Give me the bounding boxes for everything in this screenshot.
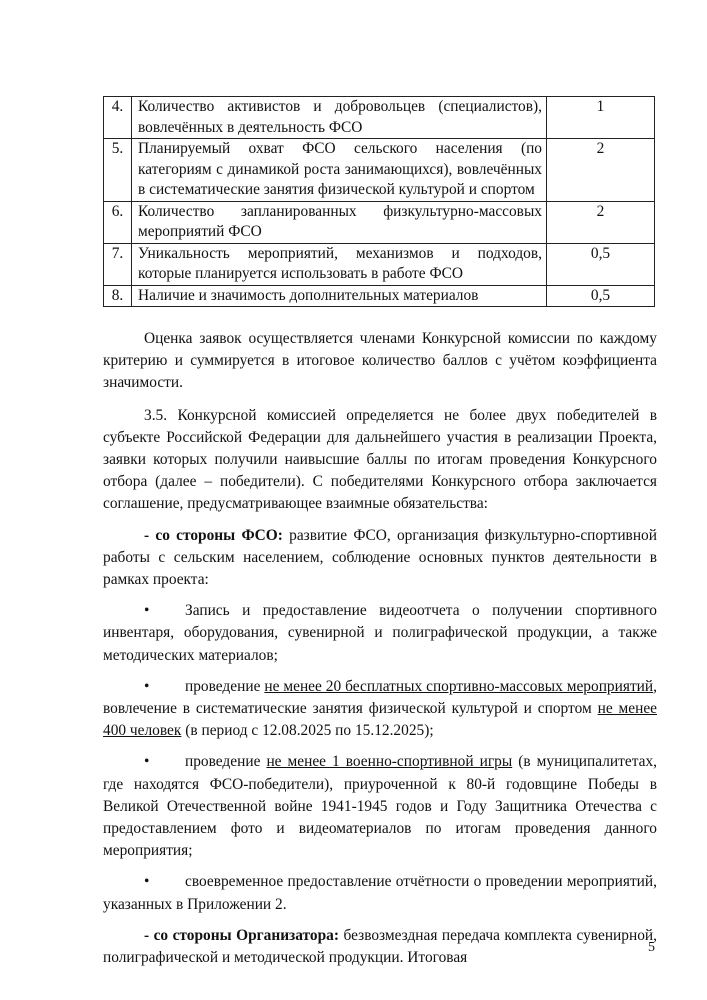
paragraph-3-5: 3.5. Конкурсной комиссией определяется не более двух победителей в субъекте Российской Федерации для дальнейшего участия в реализации Проекта, заявки которых получили наивысшие баллы по итогам проведения Конкурсного отбора (далее – победители). С победителями Конкурсного отбора заключается соглашение, предусматривающее взаимные обязательства: [103, 406, 657, 513]
organizer-text: безвозмездная передача комплекта сувенирной, полиграфической и методической продукции. Итоговая [103, 926, 658, 967]
row-points: 0,5 [547, 243, 655, 285]
row-criterion: Количество запланированных физкультурно-массовых мероприятий ФСО [132, 201, 547, 243]
fso-text: развитие ФСО, организация физкультурно-спортивной работы с сельским населением, соблюдение основных пунктов деятельности в рамках проекта: [103, 526, 657, 589]
bullet-icon: • [144, 677, 150, 695]
row-points: 2 [547, 201, 655, 243]
row-points: 1 [547, 97, 655, 139]
row-number: 7. [104, 243, 132, 285]
page-number: 5 [648, 940, 655, 955]
table-row [104, 285, 655, 307]
row-number: 5. [104, 139, 132, 202]
bullet-item [103, 751, 657, 862]
row-criterion: Наличие и значимость дополнительных материалов [132, 285, 547, 307]
row-number: 4. [104, 97, 132, 139]
paragraph-fso-obligations [103, 525, 657, 592]
bullet-text: , вовлечение в систематические занятия физической культурой и спортом [103, 677, 657, 718]
bullet-icon: • [144, 873, 150, 891]
bullet-icon: • [144, 753, 150, 771]
bullet-text: (в период с 12.08.2025 по 15.12.2025); [181, 722, 434, 740]
table-row [104, 139, 655, 202]
underlined-text: не менее 20 бесплатных спортивно-массовых мероприятий [264, 677, 654, 695]
row-points: 0,5 [547, 285, 655, 307]
table-row [104, 243, 655, 285]
row-number: 8. [104, 285, 132, 307]
bullet-text: Запись и предоставление видеоотчета о получении спортивного инвентаря, оборудования, сувенирной и полиграфической продукции, а также методических материалов; [103, 602, 657, 664]
table-row [104, 97, 655, 139]
underlined-text: не менее 400 человек [103, 700, 658, 740]
bullet-text: своевременное предоставление отчётности о проведении мероприятий, указанных в Приложении 2. [103, 873, 657, 913]
paragraph-evaluation: Оценка заявок осуществляется членами Конкурсной комиссии по каждому критерию и суммируется в итоговое количество баллов с учётом коэффициента значимости. [103, 330, 657, 392]
fso-heading: - со стороны ФСО: [144, 526, 283, 544]
bullet-item [103, 676, 657, 743]
criteria-table [103, 96, 655, 307]
paragraph-organizer-obligations [103, 925, 657, 969]
bullet-text: (в муниципалитетах, где находятся ФСО-победители), приуроченной к 80-й годовщине Победы в Великой Отечественной войне 1941-1945 годов и Году Защитника Отечества с предоставлением фото и видеоматериалов по итогам проведения данного мероприятия; [103, 753, 658, 860]
row-criterion: Планируемый охват ФСО сельского населения (по категориям с динамикой роста занимающихся), вовлечённых в систематические занятия физической культурой и спортом [132, 139, 547, 202]
row-criterion: Уникальность мероприятий, механизмов и подходов, которые планируется использовать в работе ФСО [132, 243, 547, 285]
bullet-item [103, 600, 657, 667]
row-number: 6. [104, 201, 132, 243]
row-criterion: Количество активистов и добровольцев (специалистов), вовлечённых в деятельность ФСО [132, 97, 547, 139]
bullet-text: проведение [185, 677, 265, 695]
bullet-item [103, 871, 657, 915]
organizer-heading: - со стороны Организатора: [144, 926, 339, 944]
row-points: 2 [547, 139, 655, 202]
bullet-icon: • [144, 602, 150, 620]
body-text [103, 328, 657, 969]
underlined-text: не менее 1 военно-спортивной игры [266, 753, 513, 771]
table-row [104, 201, 655, 243]
bullet-text: проведение [185, 753, 267, 771]
